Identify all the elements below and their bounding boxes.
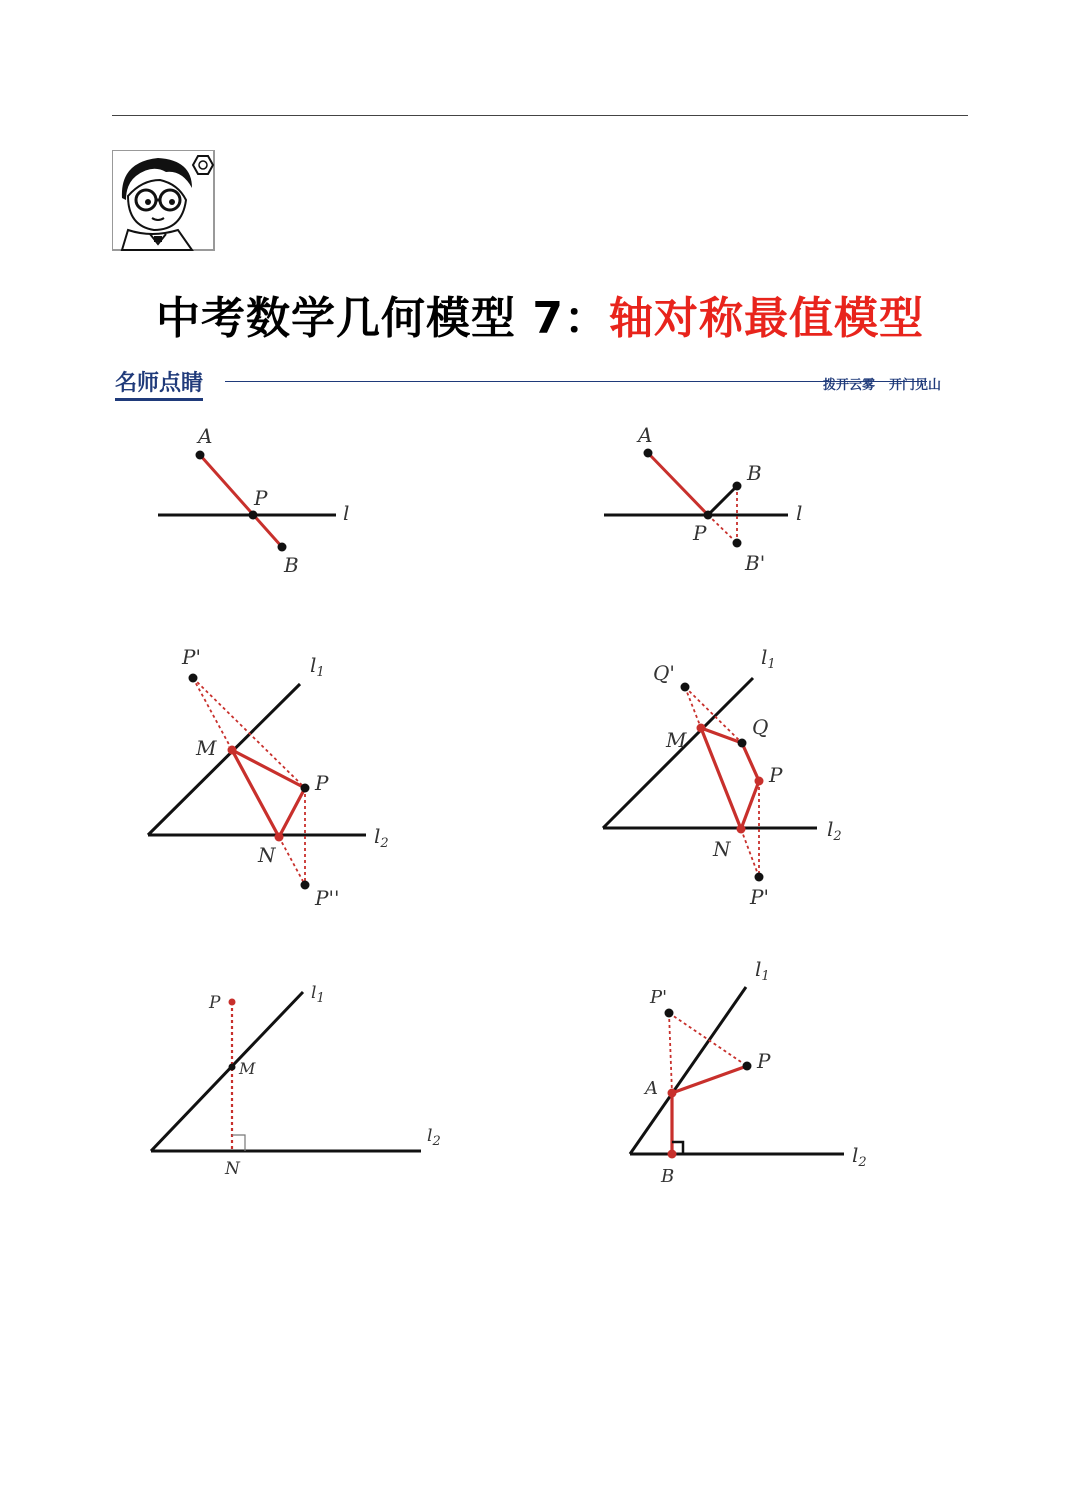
label-P: P xyxy=(693,521,707,545)
label-l2-sub: 2 xyxy=(432,1134,441,1149)
label-M: M xyxy=(196,736,217,760)
label-l1-sub: 1 xyxy=(767,657,776,672)
label-l1 xyxy=(761,645,776,672)
label-l1-sub: 1 xyxy=(316,665,325,680)
label-P-prime: P' xyxy=(650,987,668,1008)
label-l2 xyxy=(427,1126,441,1149)
title-main: 中考数学几何模型 7： xyxy=(156,293,609,344)
label-l2-sub: 2 xyxy=(380,836,389,851)
page-title xyxy=(0,282,1080,346)
label-B: B xyxy=(284,553,299,577)
label-l1-main: l xyxy=(311,983,317,1003)
label-P: P xyxy=(769,763,783,787)
label-l2-main: l xyxy=(852,1143,859,1167)
section-header xyxy=(115,362,955,402)
label-B: B xyxy=(747,461,762,485)
section-tagline xyxy=(823,374,941,393)
label-l1 xyxy=(311,983,325,1006)
label-l1-main: l xyxy=(755,957,762,981)
label-l2 xyxy=(374,824,389,851)
label-N: N xyxy=(713,837,731,861)
section-label: 名师点睛 xyxy=(115,366,203,401)
top-rule xyxy=(112,115,968,116)
label-B-prime: B' xyxy=(745,551,766,575)
figure-3 xyxy=(140,640,410,920)
label-P: P xyxy=(315,771,329,795)
label-l2-main: l xyxy=(427,1126,433,1146)
label-l1-sub: 1 xyxy=(761,969,770,984)
label-M: M xyxy=(239,1059,256,1078)
label-l2-sub: 2 xyxy=(858,1155,867,1170)
label-M: M xyxy=(666,728,687,752)
label-P-prime: P' xyxy=(750,885,769,909)
label-B: B xyxy=(661,1166,675,1187)
label-Q: Q xyxy=(752,715,769,739)
label-P: P xyxy=(254,486,268,510)
label-l2 xyxy=(827,817,842,844)
label-A: A xyxy=(645,1078,658,1099)
label-l1 xyxy=(310,653,325,680)
label-P: P xyxy=(209,993,221,1013)
label-l: l xyxy=(343,501,350,525)
tag-right: 开门见山 xyxy=(889,378,942,393)
figure-6 xyxy=(620,950,890,1190)
label-l2-main: l xyxy=(374,824,381,848)
label-N: N xyxy=(225,1159,240,1179)
label-l1 xyxy=(755,957,770,984)
label-P: P xyxy=(757,1049,771,1073)
label-A: A xyxy=(198,424,213,448)
label-Q-prime: Q' xyxy=(653,661,675,685)
label-P-prime: P' xyxy=(182,645,201,669)
figure-5 xyxy=(145,975,455,1185)
label-l2-main: l xyxy=(827,817,834,841)
label-A: A xyxy=(638,423,653,447)
figure-2 xyxy=(600,420,840,590)
tag-left: 拨开云雾 xyxy=(823,378,876,393)
title-highlight: 轴对称最值模型 xyxy=(608,293,924,344)
figure-1 xyxy=(150,420,390,590)
label-l1-sub: 1 xyxy=(316,991,325,1006)
section-divider xyxy=(225,381,927,382)
label-N: N xyxy=(258,843,276,867)
label-P-double-prime: P'' xyxy=(315,886,340,910)
figure-4 xyxy=(595,640,865,920)
label-l: l xyxy=(796,501,803,525)
label-l1-main: l xyxy=(310,653,317,677)
label-l1-main: l xyxy=(761,645,768,669)
avatar xyxy=(112,150,216,252)
label-l2 xyxy=(852,1143,867,1170)
label-l2-sub: 2 xyxy=(833,829,842,844)
